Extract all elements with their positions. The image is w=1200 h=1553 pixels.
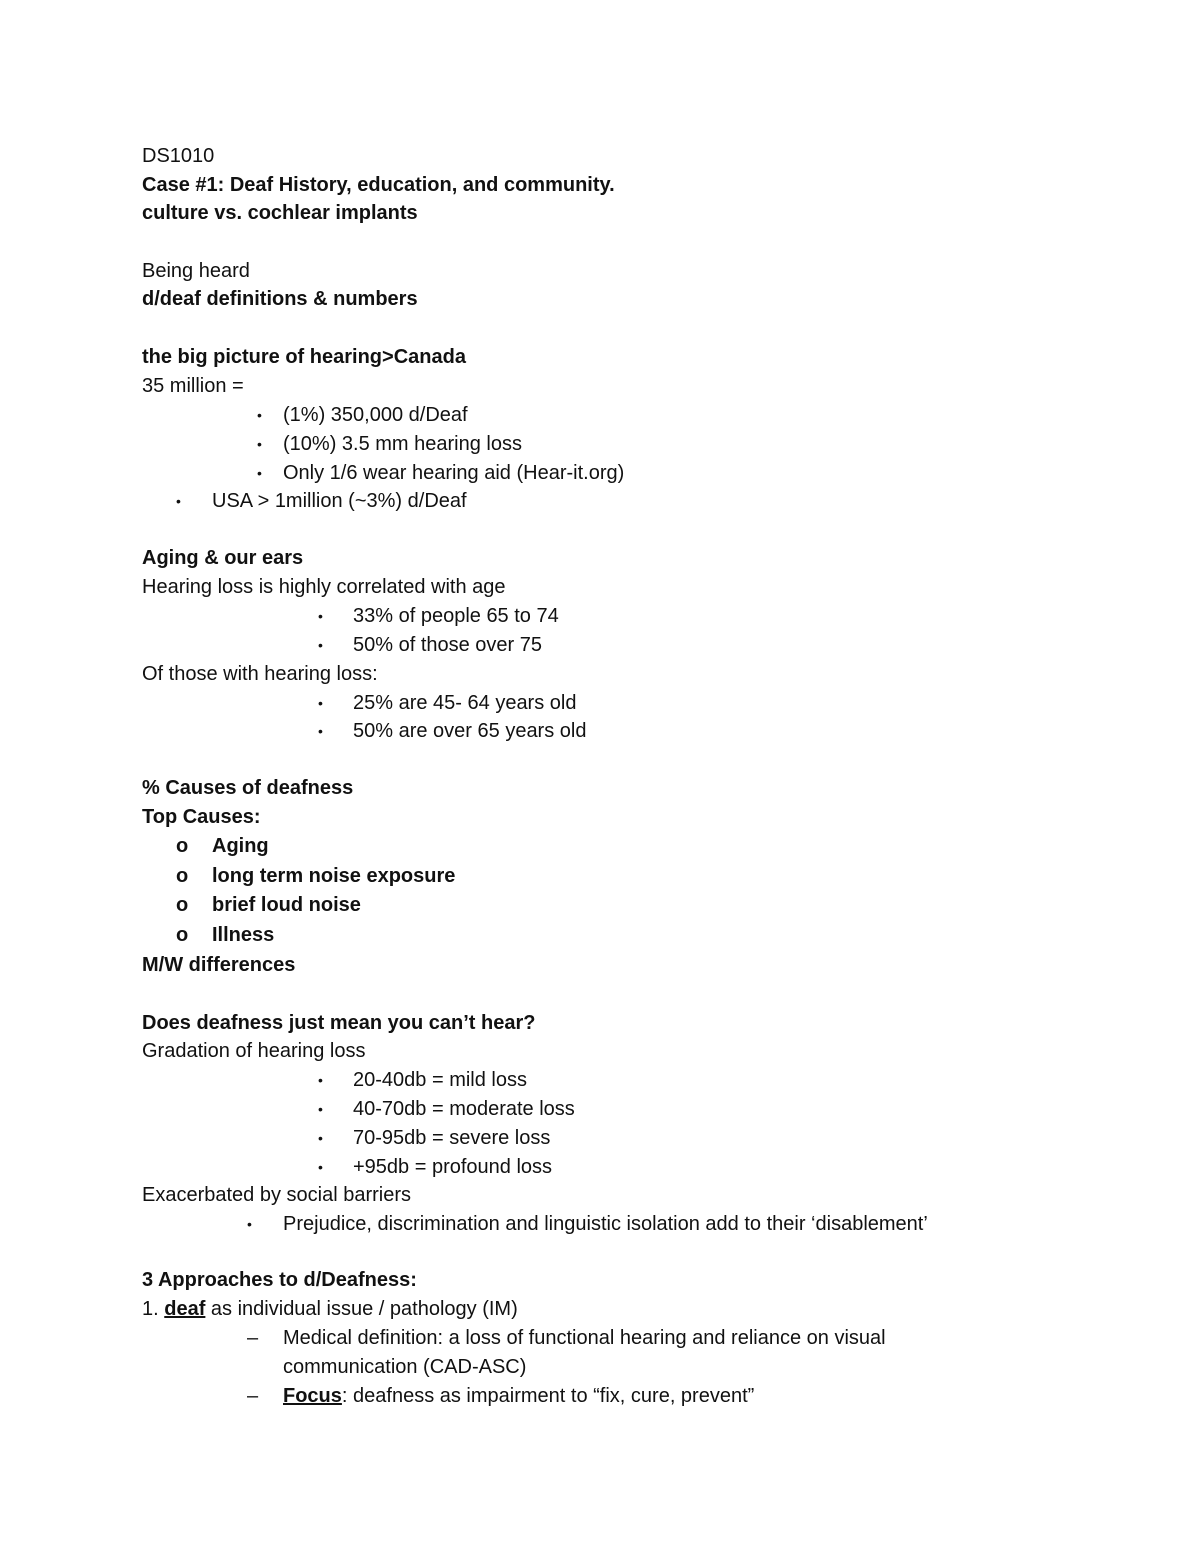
list-item: +95db = profound loss: [353, 1156, 553, 1178]
approach-1-line: [142, 1295, 518, 1323]
bullet-mark: •: [318, 1130, 323, 1146]
list-item: Prejudice, discrimination and linguistic isolation add to their ‘disablement’: [283, 1213, 928, 1235]
approaches-heading: 3 Approaches to d/Deafness:: [142, 1269, 417, 1291]
aging-heading: Aging & our ears: [142, 547, 304, 569]
bullet-mark: •: [257, 407, 262, 423]
list-item: 50% of those over 75: [353, 634, 543, 656]
gradation-line: Gradation of hearing loss: [142, 1040, 366, 1062]
list-item: Medical definition: a loss of functional hearing and reliance on visual: [283, 1327, 886, 1349]
definitions-heading: d/deaf definitions & numbers: [142, 288, 418, 310]
list-item: 25% are 45- 64 years old: [353, 692, 577, 714]
list-item: (1%) 350,000 d/Deaf: [283, 404, 468, 426]
case-subtitle: culture vs. cochlear implants: [142, 202, 418, 224]
list-item: USA > 1million (~3%) d/Deaf: [212, 490, 467, 512]
population-line: 35 million =: [142, 375, 244, 397]
list-item-continuation: communication (CAD-ASC): [283, 1356, 527, 1378]
causes-heading: % Causes of deafness: [142, 777, 354, 799]
mw-differences: M/W differences: [142, 954, 296, 976]
aging-line: Hearing loss is highly correlated with age: [142, 576, 506, 598]
bullet-mark: •: [318, 637, 323, 653]
dash-mark: –: [247, 1385, 259, 1407]
circle-mark: o: [176, 894, 189, 916]
bullet-mark: •: [257, 436, 262, 452]
list-item: [283, 1382, 754, 1410]
focus-description: : deafness as impairment to “fix, cure, prevent”: [341, 1385, 755, 1407]
bullet-mark: •: [318, 695, 323, 711]
circle-mark: o: [176, 924, 189, 946]
being-heard-label: Being heard: [142, 260, 250, 282]
list-item: Illness: [212, 924, 275, 946]
bullet-mark: •: [318, 1101, 323, 1117]
case-title: Case #1: Deaf History, education, and community.: [142, 174, 615, 196]
list-item: Only 1/6 wear hearing aid (Hear-it.org): [283, 462, 625, 484]
focus-term: Focus: [283, 1385, 342, 1407]
list-item: 33% of people 65 to 74: [353, 605, 559, 627]
big-picture-heading: the big picture of hearing>Canada: [142, 346, 466, 368]
list-item: brief loud noise: [212, 894, 361, 916]
list-item: 40-70db = moderate loss: [353, 1098, 575, 1120]
course-code: DS1010: [142, 145, 215, 167]
bullet-mark: •: [318, 723, 323, 739]
list-item: long term noise exposure: [212, 865, 456, 887]
list-item: 50% are over 65 years old: [353, 720, 587, 742]
approach-description: as individual issue / pathology (IM): [205, 1298, 518, 1320]
approach-term: deaf: [164, 1298, 206, 1320]
bullet-mark: •: [318, 608, 323, 624]
hearing-loss-line: Of those with hearing loss:: [142, 663, 378, 685]
list-item: 20-40db = mild loss: [353, 1069, 527, 1091]
list-item: (10%) 3.5 mm hearing loss: [283, 433, 522, 455]
dash-mark: –: [247, 1327, 259, 1349]
bullet-mark: •: [318, 1159, 323, 1175]
top-causes-label: Top Causes:: [142, 806, 261, 828]
list-item: Aging: [212, 835, 269, 857]
circle-mark: o: [176, 865, 189, 887]
bullet-mark: •: [318, 1072, 323, 1088]
bullet-mark: •: [257, 465, 262, 481]
social-barriers-line: Exacerbated by social barriers: [142, 1184, 412, 1206]
list-item: 70-95db = severe loss: [353, 1127, 551, 1149]
deafness-question-heading: Does deafness just mean you can’t hear?: [142, 1012, 536, 1034]
approach-number: 1.: [142, 1298, 165, 1320]
circle-mark: o: [176, 835, 189, 857]
bullet-mark: •: [176, 493, 181, 509]
bullet-mark: •: [247, 1216, 252, 1232]
